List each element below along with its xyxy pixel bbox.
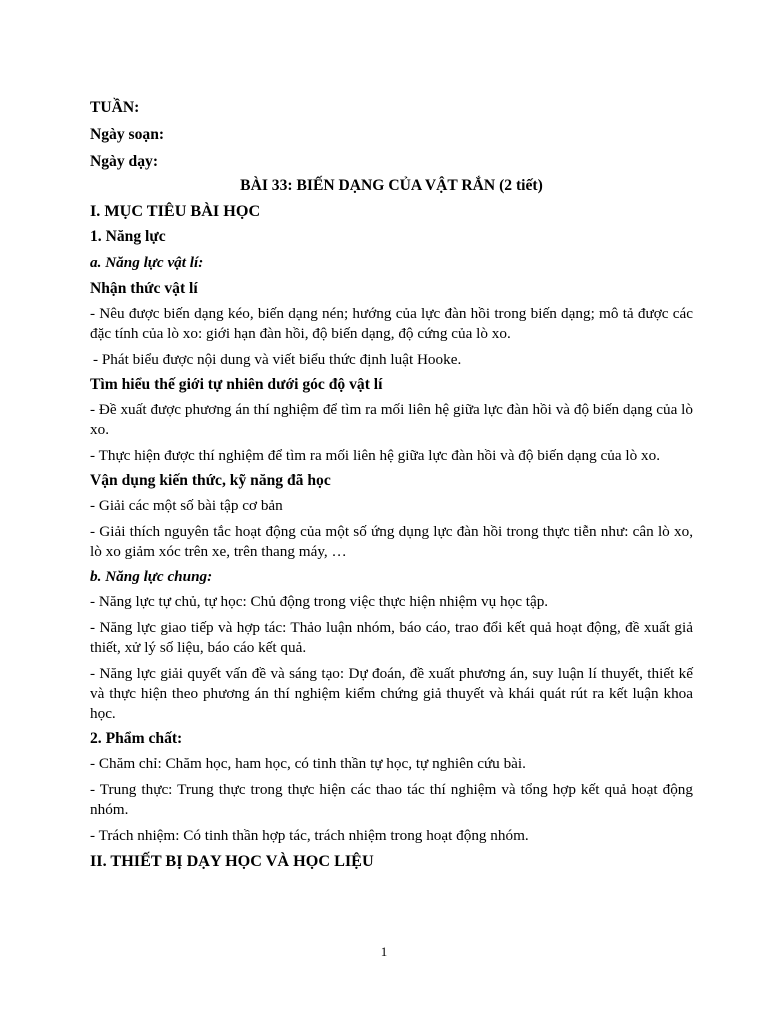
paragraph: - Trách nhiệm: Có tinh thần hợp tác, trách nhiệm trong hoạt động nhóm. — [90, 827, 529, 844]
week-label: TUẦN: — [90, 99, 140, 116]
lesson-title: BÀI 33: BIẾN DẠNG CỦA VẬT RẮN (2 tiết) — [240, 177, 543, 194]
subsection-qualities: 2. Phẩm chất: — [90, 730, 183, 747]
paragraph: - Chăm chỉ: Chăm học, ham học, có tinh thần tự học, tự nghiên cứu bài. — [90, 755, 526, 772]
section-equipment-heading: II. THIẾT BỊ DẠY HỌC VÀ HỌC LIỆU — [90, 852, 374, 870]
paragraph: - Năng lực tự chủ, tự học: Chủ động trong việc thực hiện nhiệm vụ học tập. — [90, 593, 549, 610]
section-objectives-heading: I. MỤC TIÊU BÀI HỌC — [90, 202, 261, 220]
paragraph: - Nêu được biến dạng kéo, biến dạng nén; hướng của lực đàn hồi trong biến dạng; mô tả được các đặc tính của lò xo: giới hạn đàn hồi, độ biến dạng, độ cứng của lò xo. — [90, 305, 693, 342]
subsection-physics-competencies: a. Năng lực vật lí: — [90, 254, 204, 271]
teach-date-label: Ngày dạy: — [90, 153, 159, 170]
prep-date-label: Ngày soạn: — [90, 126, 165, 143]
subsection-competencies: 1. Năng lực — [90, 228, 166, 245]
page-number: 1 — [380, 944, 388, 959]
paragraph: - Thực hiện được thí nghiệm để tìm ra mối liên hệ giữa lực đàn hồi và độ biến dạng của lò xo. — [90, 447, 660, 464]
paragraph: - Phát biểu được nội dung và viết biểu thức định luật Hooke. — [93, 351, 462, 368]
paragraph: - Đề xuất được phương án thí nghiệm để tìm ra mối liên hệ giữa lực đàn hồi và độ biến dạng của lò xo. — [90, 401, 693, 438]
document-page — [90, 98, 693, 877]
paragraph: - Giải thích nguyên tắc hoạt động của một số ứng dụng lực đàn hồi trong thực tiễn như: cân lò xo, lò xo giảm xóc trên xe, trên thang máy, … — [90, 523, 693, 560]
subsection-general-competencies: b. Năng lực chung: — [90, 568, 213, 585]
group-apply-knowledge-heading: Vận dụng kiến thức, kỹ năng đã học — [90, 472, 331, 489]
paragraph: - Trung thực: Trung thực trong thực hiện các thao tác thí nghiệm và tổng hợp kết quả hoạt động nhóm. — [90, 781, 693, 818]
paragraph: - Giải các một số bài tập cơ bản — [90, 497, 283, 514]
group-physics-cognition-heading: Nhận thức vật lí — [90, 280, 198, 297]
paragraph: - Năng lực giao tiếp và hợp tác: Thảo luận nhóm, báo cáo, trao đổi kết quả hoạt động, đề xuất giả thiết, xử lý số liệu, báo cáo kết quả. — [90, 619, 693, 656]
paragraph: - Năng lực giải quyết vấn đề và sáng tạo: Dự đoán, đề xuất phương án, suy luận lí thuyết, thiết kế và thực hiện theo phương án thí nghiệm kiểm chứng giả thuyết và khái quát rút ra kết luận khoa học. — [90, 665, 693, 722]
group-explore-world-heading: Tìm hiểu thế giới tự nhiên dưới góc độ vật lí — [90, 376, 383, 393]
